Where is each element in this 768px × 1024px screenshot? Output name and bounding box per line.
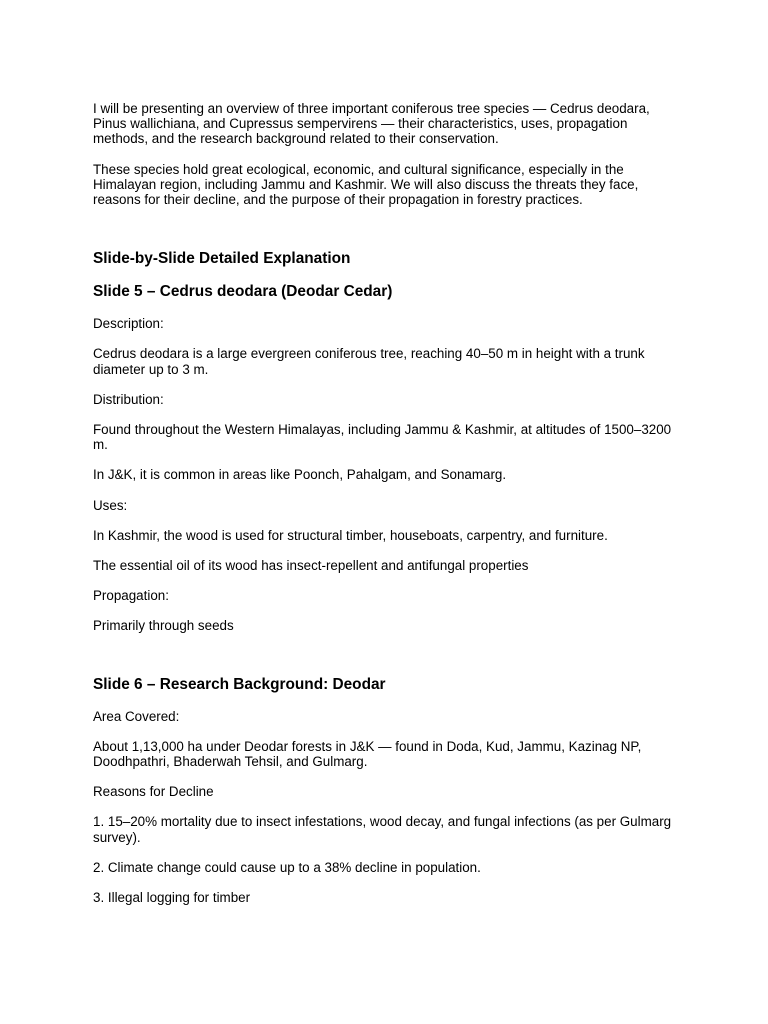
slide5-description: Cedrus deodara is a large evergreen coniferous tree, reaching 40–50 m in height with a trunk diameter up to 3 m.	[93, 346, 645, 377]
slide6-area: About 1,13,000 ha under Deodar forests in J&K — found in Doda, Kud, Jammu, Kazinag NP, Doodhpathri, Bhaderwah Tehsil, and Gulmarg.	[93, 738, 642, 770]
slide6-area-label: Area Covered:	[93, 708, 180, 724]
slide5-propagation: Primarily through seeds	[93, 618, 234, 634]
slide5-uses-1: In Kashmir, the wood is used for structural timber, houseboats, carpentry, and furniture.	[93, 527, 608, 543]
intro-paragraph-1: I will be presenting an overview of three important coniferous tree species — Cedrus deodara, Pinus wallichiana, and Cupressus sempervirens — their characteristics, uses, propagation methods, and the research background related to their conservation.	[93, 101, 650, 147]
slide6-reason-3: 3. Illegal logging for timber	[93, 890, 251, 906]
slide5-description-label: Description:	[93, 316, 164, 332]
slide5-uses-label: Uses:	[93, 497, 128, 513]
slide6-reasons-label: Reasons for Decline	[93, 784, 214, 800]
slide5-uses-2: The essential oil of its wood has insect-repellent and antifungal properties	[93, 558, 529, 574]
intro-paragraph-2: These species hold great ecological, economic, and cultural significance, especially in the Himalayan region, including Jammu and Kashmir. We will also discuss the threats they face, reasons for their decline, and the purpose of their propagation in forestry practices.	[93, 161, 639, 208]
slide6-reason-1: 1. 15–20% mortality due to insect infestations, wood decay, and fungal infections (as per Gulmarg survey).	[93, 814, 672, 845]
slide5-heading: Slide 5 – Cedrus deodara (Deodar Cedar)	[93, 283, 393, 301]
slide5-distribution-label: Distribution:	[93, 391, 164, 407]
overview-heading: Slide-by-Slide Detailed Explanation	[93, 250, 351, 268]
document-page	[93, 101, 683, 905]
slide5-distribution-1: Found throughout the Western Himalayas, including Jammu & Kashmir, at altitudes of 1500–3200 m.	[93, 422, 672, 453]
slide5-distribution-2: In J&K, it is common in areas like Poonch, Pahalgam, and Sonamarg.	[93, 467, 507, 483]
slide5-propagation-label: Propagation:	[93, 588, 169, 604]
slide6-heading: Slide 6 – Research Background: Deodar	[93, 675, 386, 693]
slide6-reason-2: 2. Climate change could cause up to a 38% decline in population.	[93, 859, 481, 875]
